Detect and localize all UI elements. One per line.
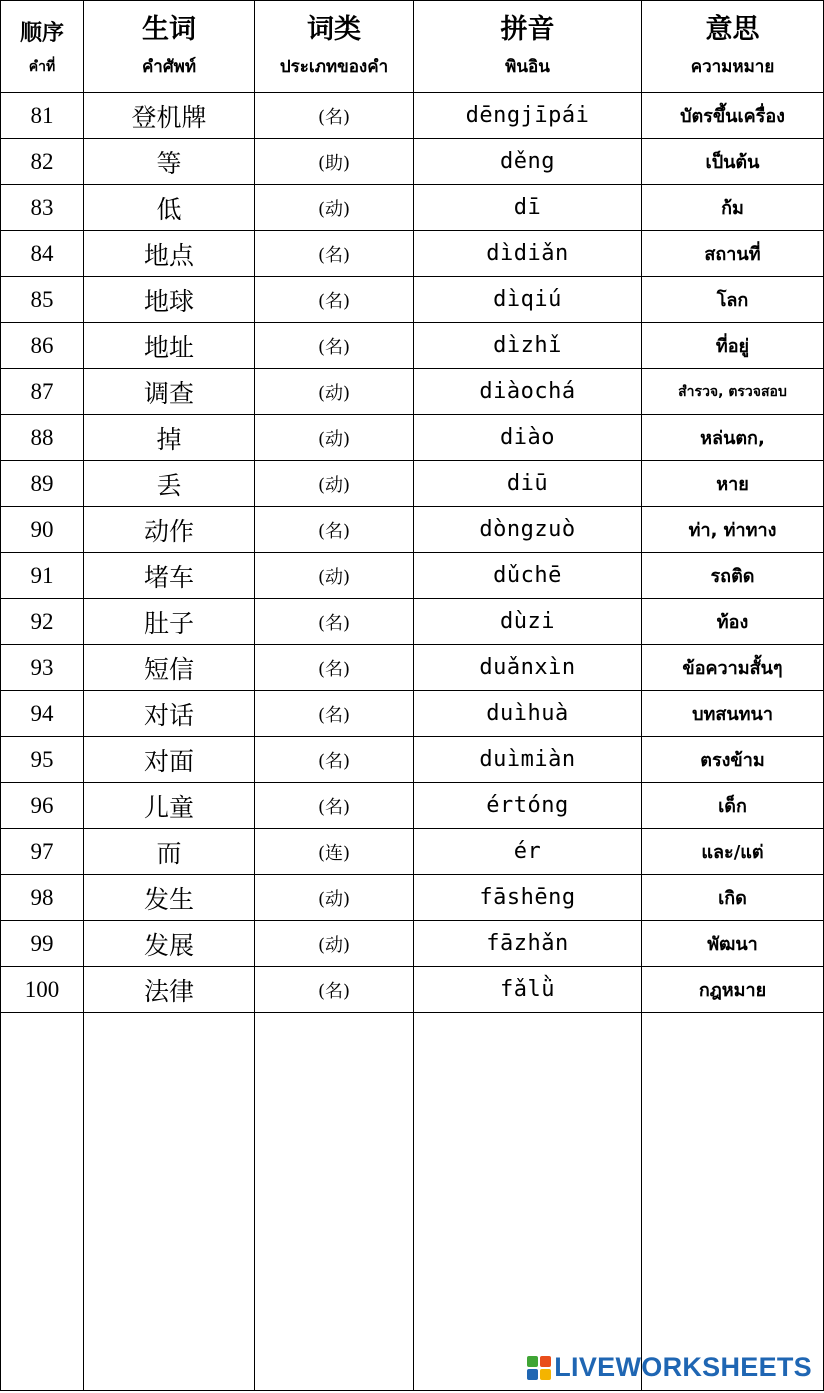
row-meaning: บทสนทนา (642, 691, 824, 737)
row-pinyin: dìdiǎn (414, 231, 642, 277)
empty-cell (1, 1013, 84, 1391)
row-number: 90 (1, 507, 84, 553)
row-pos: (名) (255, 231, 414, 277)
row-meaning: หล่นตก, (642, 415, 824, 461)
row-pinyin: dìzhǐ (414, 323, 642, 369)
row-number: 81 (1, 93, 84, 139)
row-pinyin: ér (414, 829, 642, 875)
row-word: 地球 (84, 277, 255, 323)
row-word: 对话 (84, 691, 255, 737)
table-row (1, 691, 824, 737)
row-number: 83 (1, 185, 84, 231)
table-row (1, 783, 824, 829)
row-word: 地址 (84, 323, 255, 369)
row-pinyin: diàochá (414, 369, 642, 415)
row-meaning: ตรงข้าม (642, 737, 824, 783)
row-pos: (动) (255, 369, 414, 415)
row-pinyin: dùzi (414, 599, 642, 645)
row-number: 93 (1, 645, 84, 691)
row-pinyin: děng (414, 139, 642, 185)
row-pos: (连) (255, 829, 414, 875)
table-row (1, 921, 824, 967)
row-meaning: โลก (642, 277, 824, 323)
row-meaning: สถานที่ (642, 231, 824, 277)
row-pinyin: dòngzuò (414, 507, 642, 553)
liveworksheets-logo (527, 1352, 812, 1383)
row-word: 肚子 (84, 599, 255, 645)
row-pinyin: dēngjīpái (414, 93, 642, 139)
row-pos: (名) (255, 783, 414, 829)
header-meaning-cn: 意思 (705, 14, 760, 45)
row-number: 100 (1, 967, 84, 1013)
row-pos: (动) (255, 415, 414, 461)
row-pos: (名) (255, 737, 414, 783)
row-word: 发生 (84, 875, 255, 921)
table-row (1, 323, 824, 369)
table-row (1, 415, 824, 461)
row-pinyin: értóng (414, 783, 642, 829)
row-word: 等 (84, 139, 255, 185)
row-pos: (动) (255, 553, 414, 599)
row-pos: (名) (255, 323, 414, 369)
header-word-th: คำศัพท์ (141, 57, 197, 77)
empty-cell (414, 1013, 642, 1391)
row-pinyin: duǎnxìn (414, 645, 642, 691)
row-number: 99 (1, 921, 84, 967)
row-pos: (动) (255, 921, 414, 967)
row-pos: (动) (255, 875, 414, 921)
row-word: 动作 (84, 507, 255, 553)
row-number: 94 (1, 691, 84, 737)
row-number: 96 (1, 783, 84, 829)
header-row (1, 1, 824, 93)
row-pinyin: fāzhǎn (414, 921, 642, 967)
row-number: 92 (1, 599, 84, 645)
header-pos-cn: 词类 (307, 14, 361, 45)
row-meaning: ท้อง (642, 599, 824, 645)
row-word: 掉 (84, 415, 255, 461)
row-number: 87 (1, 369, 84, 415)
row-pos: (动) (255, 185, 414, 231)
table-row (1, 461, 824, 507)
row-word: 低 (84, 185, 255, 231)
table-row (1, 277, 824, 323)
table-row (1, 829, 824, 875)
table-row (1, 875, 824, 921)
header-word (84, 1, 255, 93)
row-word: 而 (84, 829, 255, 875)
empty-cell (84, 1013, 255, 1391)
row-pos: (名) (255, 277, 414, 323)
row-pinyin: dìqiú (414, 277, 642, 323)
row-pinyin: fǎlǜ (414, 967, 642, 1013)
header-meaning (642, 1, 824, 93)
empty-cell (642, 1013, 824, 1391)
row-number: 85 (1, 277, 84, 323)
liveworksheets-logo-text: LIVEWORKSHEETS (554, 1352, 812, 1382)
row-pinyin: fāshēng (414, 875, 642, 921)
row-number: 98 (1, 875, 84, 921)
header-pinyin-cn: 拼音 (500, 14, 555, 45)
row-pinyin: duìhuà (414, 691, 642, 737)
row-pos: (名) (255, 645, 414, 691)
row-pos: (名) (255, 93, 414, 139)
table-row (1, 645, 824, 691)
row-pos: (名) (255, 691, 414, 737)
row-number: 86 (1, 323, 84, 369)
row-pos: (动) (255, 461, 414, 507)
table-row (1, 967, 824, 1013)
row-pinyin: dī (414, 185, 642, 231)
table-row (1, 507, 824, 553)
table-row (1, 139, 824, 185)
header-number-th: คำที่ (28, 58, 56, 75)
row-meaning: เกิด (642, 875, 824, 921)
table-row (1, 93, 824, 139)
header-pinyin (414, 1, 642, 93)
empty-row (1, 1013, 824, 1391)
empty-cell (255, 1013, 414, 1391)
row-pos: (助) (255, 139, 414, 185)
header-number-cn: 顺序 (19, 19, 64, 46)
row-meaning: ที่อยู่ (642, 323, 824, 369)
row-word: 法律 (84, 967, 255, 1013)
header-pos (255, 1, 414, 93)
row-word: 调查 (84, 369, 255, 415)
header-number (1, 1, 84, 93)
row-pinyin: diào (414, 415, 642, 461)
row-word: 对面 (84, 737, 255, 783)
row-meaning: เด็ก (642, 783, 824, 829)
vocabulary-rows (1, 93, 824, 1391)
row-meaning: ข้อความสั้นๆ (642, 645, 824, 691)
row-number: 91 (1, 553, 84, 599)
header-pinyin-th: พินอิน (505, 57, 550, 77)
row-meaning: และ/แต่ (642, 829, 824, 875)
row-meaning: ก้ม (642, 185, 824, 231)
table-row (1, 185, 824, 231)
row-meaning: กฎหมาย (642, 967, 824, 1013)
row-meaning: รถติด (642, 553, 824, 599)
row-meaning: ท่า, ท่าทาง (642, 507, 824, 553)
row-word: 儿童 (84, 783, 255, 829)
row-pos: (名) (255, 967, 414, 1013)
row-pinyin: dǔchē (414, 553, 642, 599)
row-number: 84 (1, 231, 84, 277)
row-pos: (名) (255, 507, 414, 553)
row-meaning: หาย (642, 461, 824, 507)
row-pinyin: diū (414, 461, 642, 507)
row-meaning: สำรวจ, ตรวจสอบ (642, 369, 824, 415)
header-pos-th: ประเภทของคำ (279, 57, 389, 77)
row-pos: (名) (255, 599, 414, 645)
row-meaning: บัตรขึ้นเครื่อง (642, 93, 824, 139)
row-number: 88 (1, 415, 84, 461)
table-row (1, 599, 824, 645)
liveworksheets-logo-icon (527, 1356, 551, 1380)
row-word: 丢 (84, 461, 255, 507)
row-number: 95 (1, 737, 84, 783)
row-word: 短信 (84, 645, 255, 691)
row-pinyin: duìmiàn (414, 737, 642, 783)
row-word: 发展 (84, 921, 255, 967)
row-number: 89 (1, 461, 84, 507)
row-word: 登机牌 (84, 93, 255, 139)
row-number: 82 (1, 139, 84, 185)
table-row (1, 369, 824, 415)
table-row (1, 737, 824, 783)
header-word-cn: 生词 (142, 14, 196, 45)
row-meaning: เป็นต้น (642, 139, 824, 185)
table-row (1, 553, 824, 599)
row-word: 地点 (84, 231, 255, 277)
table-row (1, 231, 824, 277)
header-meaning-th: ความหมาย (690, 57, 775, 77)
row-meaning: พัฒนา (642, 921, 824, 967)
row-number: 97 (1, 829, 84, 875)
row-word: 堵车 (84, 553, 255, 599)
